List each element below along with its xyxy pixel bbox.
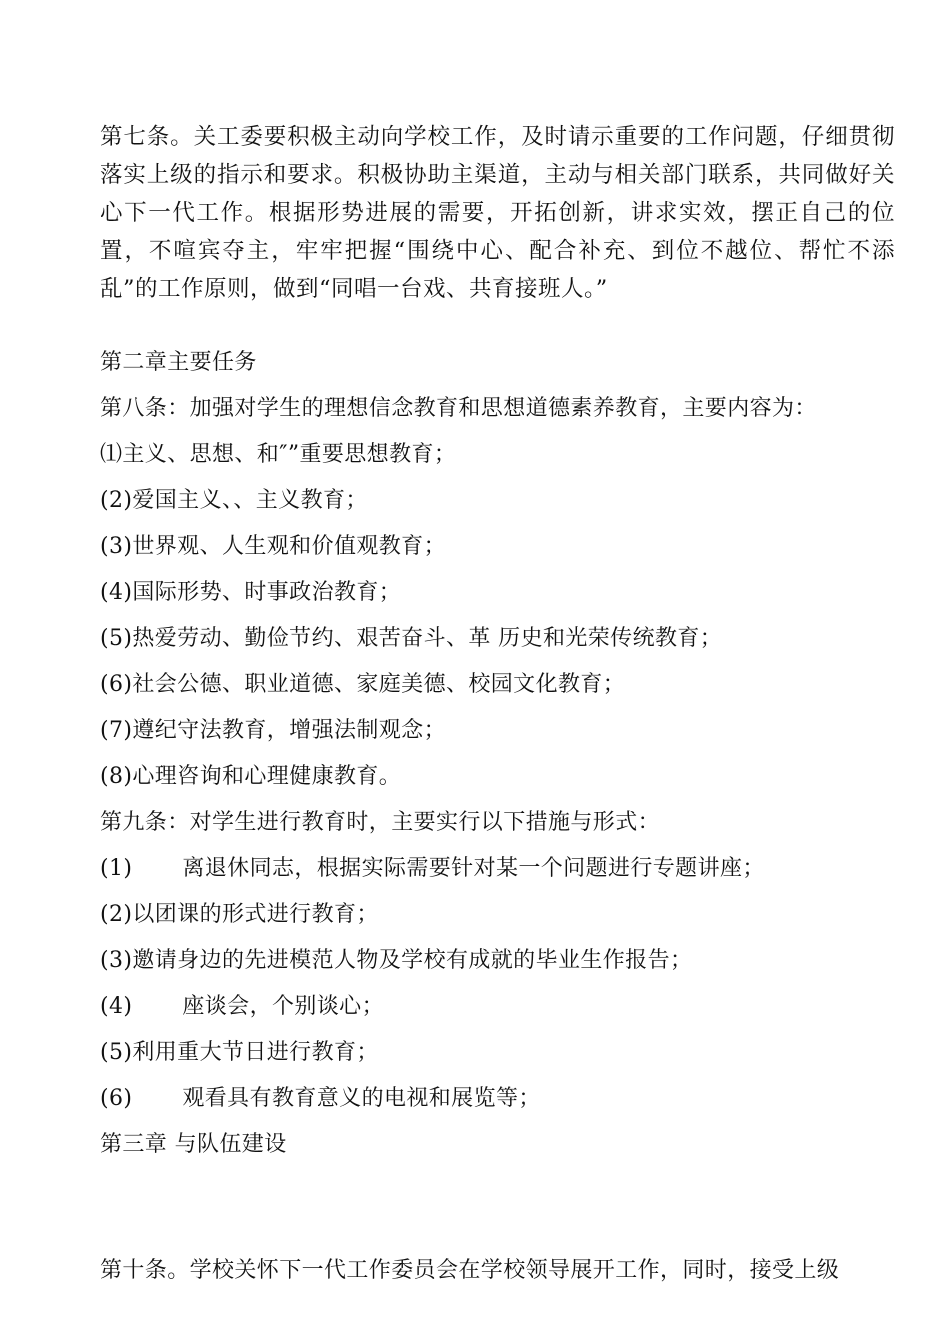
item-text: 国际形势、时事政治教育； [132,580,402,605]
item-text: 社会公德、职业道德、家庭美德、校园文化教育； [132,672,626,697]
article-8-item-1 [100,440,456,470]
item-number: (5) [100,1040,133,1065]
item-text: 热爱劳动、勤俭节约、艰苦奋斗、革 历史和光荣传统教育； [132,626,723,651]
article-9-item-6 [100,1084,541,1114]
article-8-item-8 [100,762,401,792]
item-number: (7) [100,718,133,743]
article-9-item-3 [100,946,692,976]
item-number: (2) [100,488,133,513]
article-8-heading: 第八条：加强对学生的理想信念教育和思想道德素养教育，主要内容为： [100,396,817,421]
item-text: 世界观、人生观和价值观教育； [132,534,446,559]
article-9-item-5 [100,1038,379,1068]
article-9-heading: 第九条：对学生进行教育时，主要实行以下措施与形式： [100,810,661,835]
item-number: (3) [100,534,133,559]
item-text: 邀请身边的先进模范人物及学校有成就的毕业生作报告； [132,948,693,973]
article-9-item-2 [100,900,379,930]
article-8-item-4 [100,578,401,608]
article-8-item-6 [100,670,625,700]
item-text: 主义、思想、和″”重要思想教育； [122,442,457,467]
item-text: 观看具有教育意义的电视和展览等； [182,1086,541,1111]
chapter-3-heading: 第三章 与队伍建设 [100,1132,287,1157]
item-number: (4) [100,994,133,1019]
item-text: 爱国主义、、主义教育； [132,488,368,513]
item-number: (6) [100,672,133,697]
item-number: (2) [100,902,133,927]
article-10-paragraph: 第十条。学校关怀下一代工作委员会在学校领导展开工作，同时，接受上级 [100,1258,840,1283]
item-number: (4) [100,580,133,605]
item-number: (3) [100,948,133,973]
chapter-2-heading: 第二章主要任务 [100,350,257,375]
item-text: 以团课的形式进行教育； [132,902,379,927]
article-8-item-3 [100,532,446,562]
item-number: (6) [100,1086,133,1111]
article-7-paragraph: 第七条。关工委要积极主动向学校工作，及时请示重要的工作问题，仔细贯彻落实上级的指示和要求。积极协助主渠道，主动与相关部门联系，共同做好关心下一代工作。根据形势进展的需要，开拓创新，讲求实效，摆正自己的位置，不喧宾夺主，牢牢把握“围绕中心、配合补充、到位不越位、帮忙不添乱”的工作原则，做到“同唱一台戏、共育接班人。” [100,124,895,302]
item-number: (5) [100,626,133,651]
article-8-item-2 [100,486,368,516]
item-number: (8) [100,764,133,789]
item-text: 座谈会，个别谈心； [182,994,384,1019]
item-text: 离退休同志，根据实际需要针对某一个问题进行专题讲座； [182,856,765,881]
item-number: (1) [100,856,133,881]
item-text: 利用重大节日进行教育； [132,1040,379,1065]
article-9-item-4 [100,992,384,1022]
article-8-item-5 [100,624,722,654]
item-text: 心理咨询和心理健康教育。 [132,764,402,789]
article-9-item-1 [100,854,765,884]
item-text: 遵纪守法教育，增强法制观念； [132,718,446,743]
article-8-item-7 [100,716,446,746]
item-number: ⑴ [100,442,123,467]
